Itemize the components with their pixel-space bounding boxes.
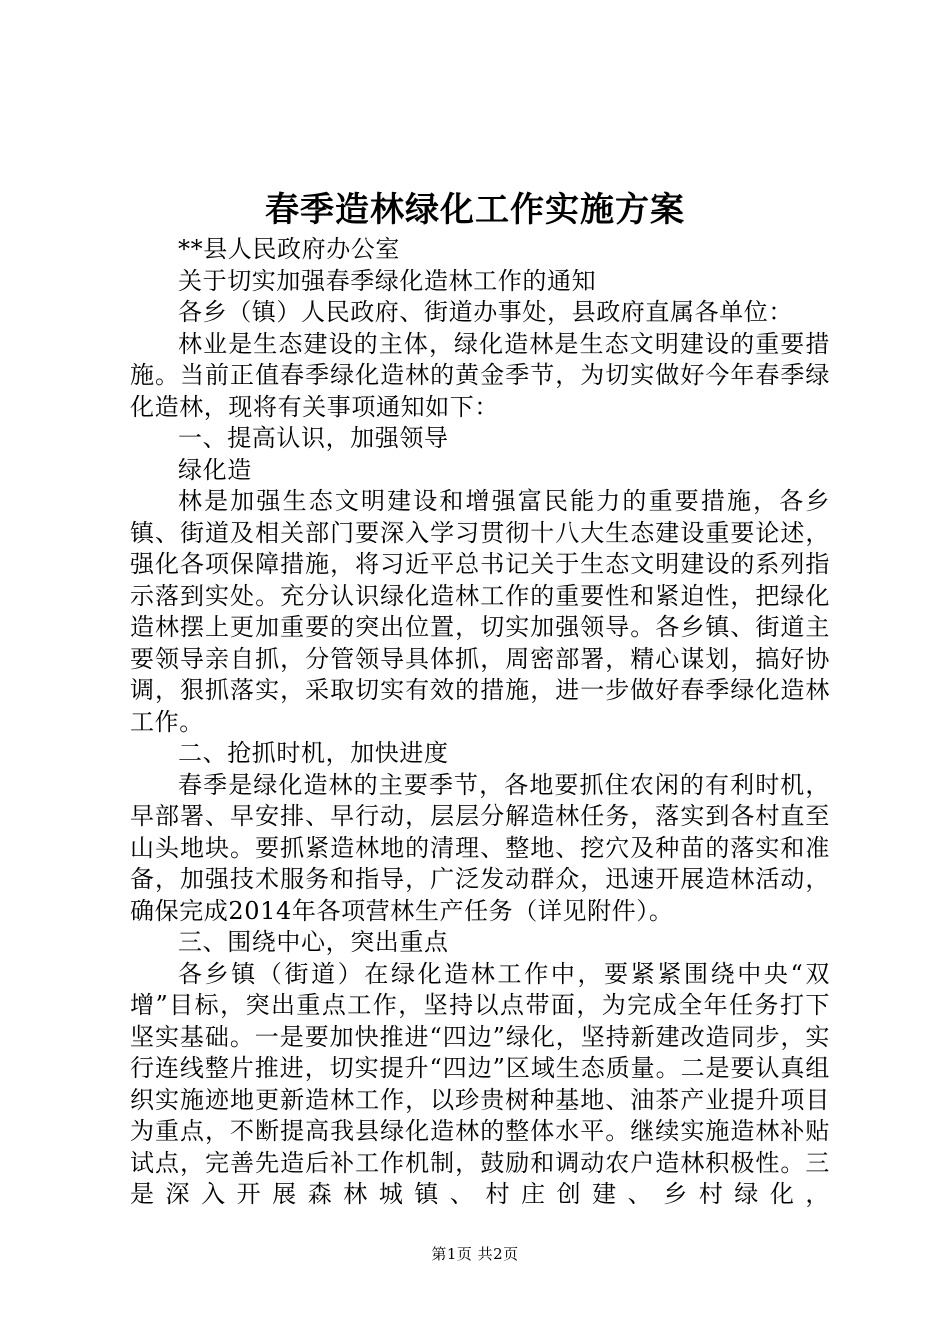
section-1-paragraph: 林是加强生态文明建设和增强富民能力的重要措施，各乡镇、街道及相关部门要深入学习贯彻十八大生态建设重要论述，强化各项保障措施，将习近平总书记关于生态文明建设的系列指示落到实处。充分认识绿化造林工作的重要性和紧迫性，把绿化造林摆上更加重要的突出位置，切实加强领导。各乡镇、街道主要领导亲自抓，分管领导具体抓，周密部署，精心谋划，搞好协调，狠抓落实，采取切实有效的措施，进一步做好春季绿化造林工作。 <box>130 487 830 736</box>
page-footer: 第1页 共2页 <box>431 1245 519 1263</box>
document-title: 春季造林绿化工作实施方案 <box>265 190 685 230</box>
notice-subject: 关于切实加强春季绿化造林工作的通知 <box>178 266 597 295</box>
section-heading-3: 三、围绕中心，突出重点 <box>178 928 449 956</box>
addressee-line: 各乡（镇）人民政府、街道办事处，县政府直属各单位： <box>178 298 793 326</box>
issuer-line: **县人民政府办公室 <box>178 235 400 263</box>
section-3-paragraph: 各乡镇（街道）在绿化造林工作中，要紧紧围绕中央“双增”目标，突出重点工作，坚持以点带面，为完成全年任务打下坚实基础。一是要加快推进“四边”绿化，坚持新建改造同步，实行连线整片推进，切实提升“四边”区域生态质量。二是要认真组织实施迹地更新造林工作，以珍贵树种基地、油茶产业提升项目为重点，不断提高我县绿化造林的整体水平。继续实施造林补贴试点，完善先造后补工作机制，鼓励和调动农户造林积极性。三是深入开展森林城镇、村庄创建、乡村绿化， <box>130 959 830 1208</box>
fragment-line: 绿化造 <box>178 455 252 484</box>
document-body <box>130 234 830 1211</box>
section-heading-2: 二、抢抓时机，加快进度 <box>178 739 449 767</box>
section-heading-1: 一、提高认识，加强领导 <box>178 424 449 452</box>
intro-paragraph: 林业是生态建设的主体，绿化造林是生态文明建设的重要措施。当前正值春季绿化造林的黄金季节，为切实做好今年春季绿化造林，现将有关事项通知如下： <box>130 329 830 421</box>
section-2-paragraph: 春季是绿化造林的主要季节，各地要抓住农闲的有利时机，早部署、早安排、早行动，层层分解造林任务，落实到各村直至山头地块。要抓紧造林地的清理、整地、挖穴及种苗的落实和准备，加强技术服务和指导，广泛发动群众，迅速开展造林活动，确保完成2014年各项营林生产任务（详见附件）。 <box>130 770 830 925</box>
